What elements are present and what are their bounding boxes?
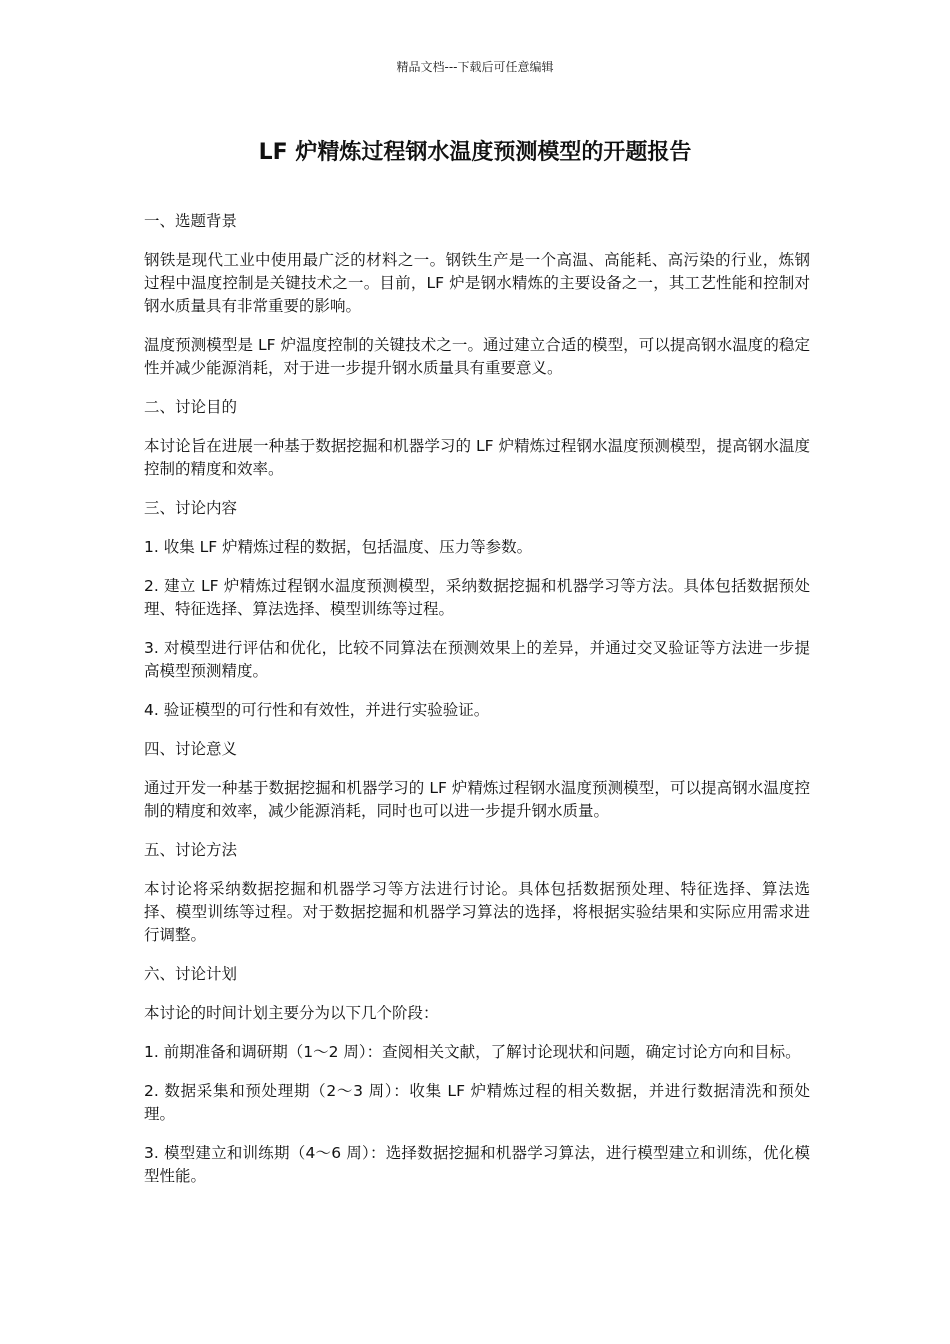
document-title: LF 炉精炼过程钢水温度预测模型的开题报告 <box>258 140 692 165</box>
list-item: 3. 模型建立和训练期（4～6 周）：选择数据挖掘和机器学习算法，进行模型建立和训练，优化模型性能。 <box>144 1144 810 1185</box>
list-item: 1. 前期准备和调研期（1～2 周）：查阅相关文献，了解讨论现状和问题，确定讨论方向和目标。 <box>144 1043 801 1061</box>
list-item: 4. 验证模型的可行性和有效性，并进行实验验证。 <box>144 701 490 719</box>
header-note: 精品文档---下载后可任意编辑 <box>396 60 554 74</box>
list-item: 2. 数据采集和预处理期（2～3 周）：收集 LF 炉精炼过程的相关数据，并进行数据清洗和预处理。 <box>144 1082 810 1123</box>
list-item: 1. 收集 LF 炉精炼过程的数据，包括温度、压力等参数。 <box>144 538 533 556</box>
section-heading-significance: 四、讨论意义 <box>144 740 238 758</box>
section-heading-method: 五、讨论方法 <box>144 841 238 859</box>
section-heading-background: 一、选题背景 <box>144 212 238 230</box>
paragraph: 本讨论的时间计划主要分为以下几个阶段： <box>144 1004 439 1022</box>
list-item: 2. 建立 LF 炉精炼过程钢水温度预测模型，采纳数据挖掘和机器学习等方法。具体包括数据预处理、特征选择、算法选择、模型训练等过程。 <box>144 577 810 618</box>
section-heading-plan: 六、讨论计划 <box>144 965 238 983</box>
paragraph: 钢铁是现代工业中使用最广泛的材料之一。钢铁生产是一个高温、高能耗、高污染的行业，炼钢过程中温度控制是关键技术之一。目前，LF 炉是钢水精炼的主要设备之一，其工艺性能和控制对钢水质量具有非常重要的影响。 <box>144 251 810 315</box>
document-body <box>144 210 810 1204</box>
section-heading-content: 三、讨论内容 <box>144 499 238 517</box>
paragraph: 本讨论旨在进展一种基于数据挖掘和机器学习的 LF 炉精炼过程钢水温度预测模型，提高钢水温度控制的精度和效率。 <box>144 437 810 478</box>
paragraph: 通过开发一种基于数据挖掘和机器学习的 LF 炉精炼过程钢水温度预测模型，可以提高钢水温度控制的精度和效率，减少能源消耗，同时也可以进一步提升钢水质量。 <box>144 779 810 820</box>
list-item: 3. 对模型进行评估和优化，比较不同算法在预测效果上的差异，并通过交叉验证等方法进一步提高模型预测精度。 <box>144 639 810 680</box>
paragraph: 本讨论将采纳数据挖掘和机器学习等方法进行讨论。具体包括数据预处理、特征选择、算法选择、模型训练等过程。对于数据挖掘和机器学习算法的选择，将根据实验结果和实际应用需求进行调整。 <box>144 880 810 944</box>
section-heading-purpose: 二、讨论目的 <box>144 398 238 416</box>
paragraph: 温度预测模型是 LF 炉温度控制的关键技术之一。通过建立合适的模型，可以提高钢水温度的稳定性并减少能源消耗，对于进一步提升钢水质量具有重要意义。 <box>144 336 810 377</box>
